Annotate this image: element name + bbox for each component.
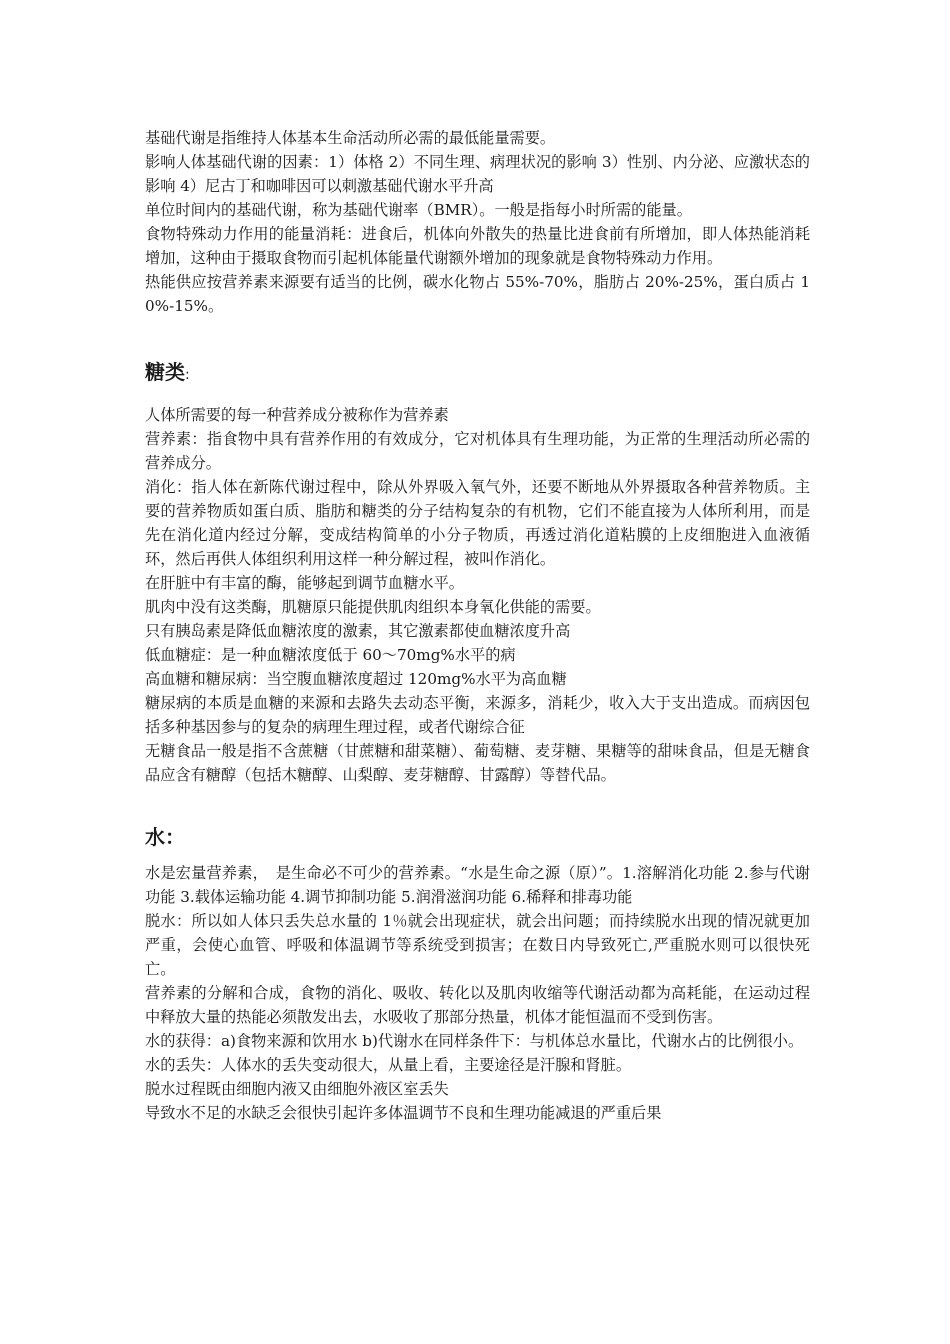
heading-text: 水 bbox=[145, 825, 165, 849]
heading-text: 糖类 bbox=[145, 360, 185, 384]
paragraph: 导致水不足的水缺乏会很快引起许多体温调节不良和生理功能减退的严重后果 bbox=[145, 1104, 662, 1122]
section-heading-sugars bbox=[145, 358, 810, 389]
paragraph: 人体所需要的每一种营养成分被称作为营养素 bbox=[145, 406, 449, 424]
paragraph: 脱水：所以如人体只丢失总水量的 1％就会出现症状，就会出问题；而持续脱水出现的情况就更加严重，会使心血管、呼吸和体温调节等系统受到损害；在数日内导致死亡,严重脱水则可以很快死亡。 bbox=[145, 912, 810, 978]
section-heading-water bbox=[145, 823, 810, 851]
paragraph: 营养素的分解和合成，食物的消化、吸收、转化以及肌肉收缩等代谢活动都为高耗能，在运动过程中释放大量的热能必须散发出去，水吸收了那部分热量，机体才能恒温而不受到伤害。 bbox=[145, 984, 810, 1026]
paragraph: 无糖食品一般是指不含蔗糖（甘蔗糖和甜菜糖）、葡萄糖、麦芽糖、果糖等的甜味食品，但是无糖食品应含有糖醇（包括木糖醇、山梨醇、麦芽糖醇、甘露醇）等替代品。 bbox=[145, 742, 810, 784]
paragraph: 低血糖症：是一种血糖浓度低于 60～70mg%水平的病 bbox=[145, 646, 516, 664]
paragraph: 脱水过程既由细胞内液又由细胞外液区室丢失 bbox=[145, 1080, 449, 1098]
paragraph: 水是宏量营养素， 是生命必不可少的营养素。“水是生命之源（原）”。1.溶解消化功能 2.参与代谢功能 3.载体运输功能 4.调节抑制功能 5.润滑滋润功能 6.稀释和排毒功能 bbox=[145, 864, 810, 906]
paragraph: 高血糖和糖尿病：当空腹血糖浓度超过 120mg%水平为高血糖 bbox=[145, 670, 567, 688]
paragraph: 消化：指人体在新陈代谢过程中，除从外界吸入氧气外，还要不断地从外界摄取各种营养物质。主要的营养物质如蛋白质、脂肪和糖类的分子结构复杂的有机物，它们不能直接为人体所利用，而是先在消化道内经过分解，变成结构简单的小分子物质，再透过消化道粘膜的上皮细胞进入血液循环，然后再供人体组织利用这样一种分解过程，被叫作消化。 bbox=[145, 478, 810, 568]
paragraph: 热能供应按营养素来源要有适当的比例，碳水化物占 55%-70%，脂肪占 20%-25%，蛋白质占 10%-15%。 bbox=[145, 273, 810, 315]
paragraph: 水的丢失：人体水的丢失变动很大，从量上看，主要途径是汗腺和肾脏。 bbox=[145, 1056, 631, 1074]
section-sugars bbox=[145, 358, 810, 787]
heading-colon: ： bbox=[165, 825, 185, 849]
heading-colon: : bbox=[185, 367, 190, 383]
paragraph: 食物特殊动力作用的能量消耗：进食后，机体向外散失的热量比进食前有所增加，即人体热能消耗增加，这种由于摄取食物而引起机体能量代谢额外增加的现象就是食物特殊动力作用。 bbox=[145, 225, 810, 267]
document-body bbox=[145, 126, 810, 1125]
paragraph: 糖尿病的本质是血糖的来源和去路失去动态平衡，来源多，消耗少，收入大于支出造成。而病因包括多种基因参与的复杂的病理生理过程，或者代谢综合征 bbox=[145, 694, 810, 736]
paragraph: 影响人体基础代谢的因素：1）体格 2）不同生理、病理状况的影响 3）性别、内分泌、应激状态的影响 4）尼古丁和咖啡因可以刺激基础代谢水平升高 bbox=[145, 153, 810, 195]
paragraph: 肌肉中没有这类酶，肌糖原只能提供肌肉组织本身氧化供能的需要。 bbox=[145, 598, 601, 616]
paragraph: 只有胰岛素是降低血糖浓度的激素，其它激素都使血糖浓度升高 bbox=[145, 622, 571, 640]
section-water bbox=[145, 823, 810, 1125]
paragraph: 水的获得：a)食物来源和饮用水 b)代谢水在同样条件下：与机体总水量比，代谢水占的比例很小。 bbox=[145, 1032, 804, 1050]
section-basal-metabolism bbox=[145, 126, 810, 318]
paragraph: 基础代谢是指维持人体基本生命活动所必需的最低能量需要。 bbox=[145, 129, 556, 147]
paragraph: 营养素：指食物中具有营养作用的有效成分，它对机体具有生理功能，为正常的生理活动所必需的营养成分。 bbox=[145, 430, 810, 472]
paragraph: 单位时间内的基础代谢，称为基础代谢率（BMR）。一般是指每小时所需的能量。 bbox=[145, 201, 692, 219]
paragraph: 在肝脏中有丰富的酶，能够起到调节血糖水平。 bbox=[145, 574, 464, 592]
